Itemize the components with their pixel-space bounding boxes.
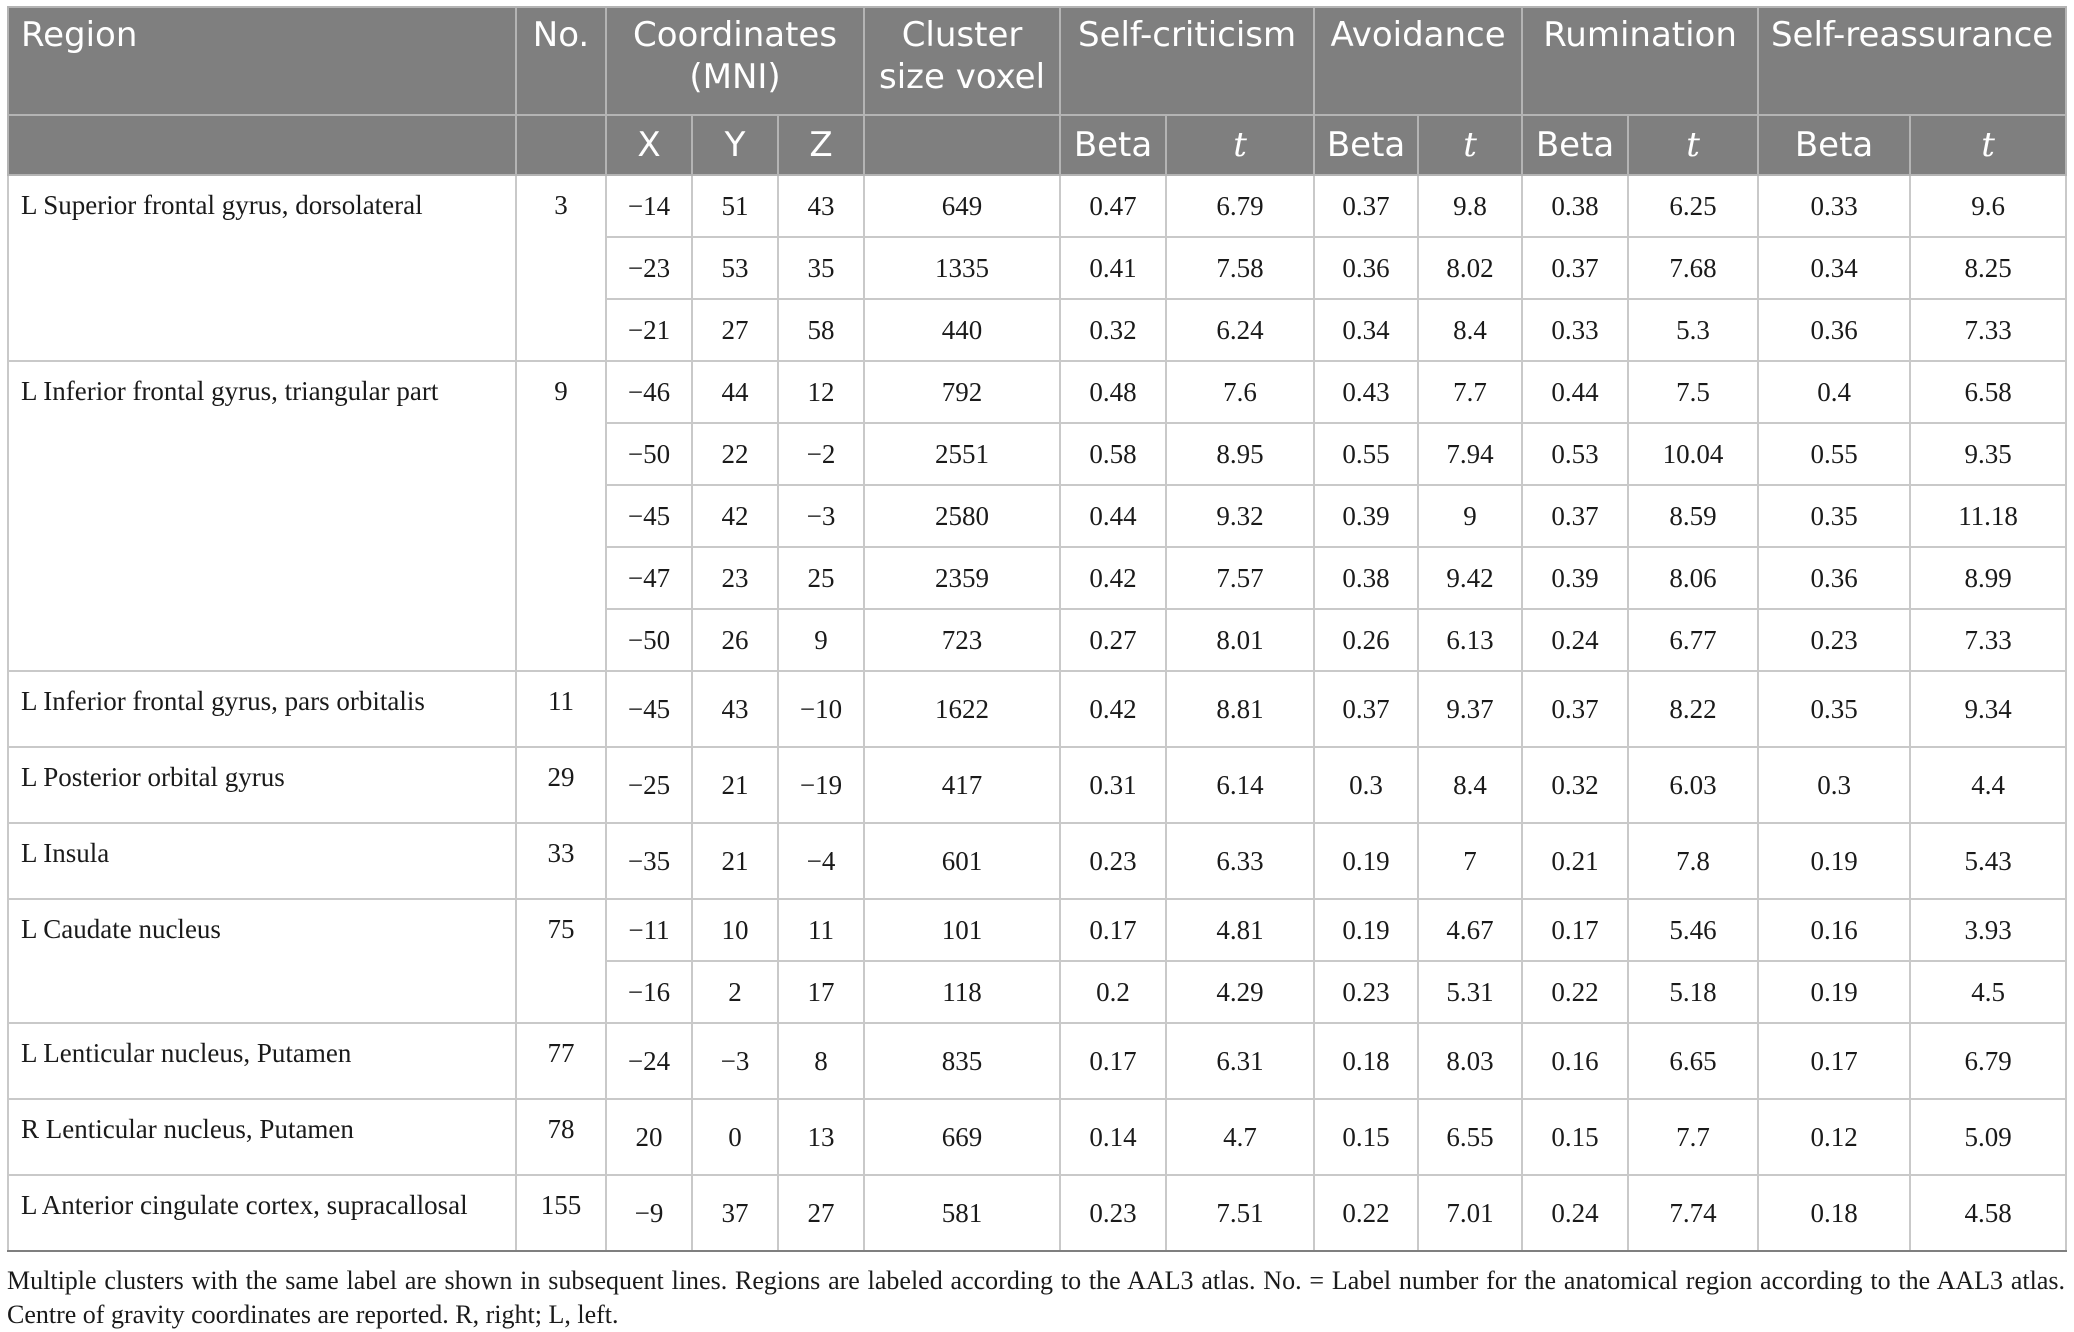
coord-x-cell: 20 <box>606 1099 692 1175</box>
self-criticism-beta-cell: 0.2 <box>1060 961 1166 1023</box>
avoidance-t-cell: 7.94 <box>1418 423 1522 485</box>
cluster-size-cell: 581 <box>864 1175 1060 1251</box>
header-row-2 <box>8 115 2066 175</box>
self-reassurance-beta-cell: 0.19 <box>1758 961 1910 1023</box>
self-criticism-beta-cell: 0.17 <box>1060 899 1166 961</box>
coord-z-cell: −10 <box>778 671 864 747</box>
self-criticism-t-cell: 7.58 <box>1166 237 1314 299</box>
rumination-t-cell: 5.46 <box>1628 899 1758 961</box>
coord-y-cell: 44 <box>692 361 778 423</box>
avoidance-beta-cell: 0.37 <box>1314 175 1418 237</box>
self-criticism-t-cell: 4.81 <box>1166 899 1314 961</box>
avoidance-t-cell: 8.4 <box>1418 299 1522 361</box>
self-reassurance-beta-cell: 0.23 <box>1758 609 1910 671</box>
region-name-cell: L Anterior cingulate cortex, supracallosal <box>8 1175 516 1251</box>
coord-z-cell: −2 <box>778 423 864 485</box>
coord-x-cell: −35 <box>606 823 692 899</box>
cluster-size-cell: 101 <box>864 899 1060 961</box>
coord-x-cell: −50 <box>606 609 692 671</box>
label-number-cell: 77 <box>516 1023 606 1099</box>
self-criticism-t-cell: 7.57 <box>1166 547 1314 609</box>
self-criticism-beta-cell: 0.17 <box>1060 1023 1166 1099</box>
cluster-size-cell: 2580 <box>864 485 1060 547</box>
coord-y-cell: 23 <box>692 547 778 609</box>
rumination-t-cell: 7.5 <box>1628 361 1758 423</box>
coord-y-cell: 21 <box>692 823 778 899</box>
self-reassurance-t-cell: 4.58 <box>1910 1175 2066 1251</box>
rumination-t-cell: 7.8 <box>1628 823 1758 899</box>
rumination-t-cell: 6.03 <box>1628 747 1758 823</box>
region-name-cell: L Inferior frontal gyrus, pars orbitalis <box>8 671 516 747</box>
self-criticism-t-cell: 8.81 <box>1166 671 1314 747</box>
avoidance-beta-cell: 0.39 <box>1314 485 1418 547</box>
self-criticism-beta-cell: 0.31 <box>1060 747 1166 823</box>
header-t: t <box>1910 115 2066 175</box>
rumination-t-cell: 7.74 <box>1628 1175 1758 1251</box>
self-criticism-beta-cell: 0.44 <box>1060 485 1166 547</box>
header-empty <box>8 115 516 175</box>
cluster-size-cell: 417 <box>864 747 1060 823</box>
self-reassurance-beta-cell: 0.33 <box>1758 175 1910 237</box>
self-criticism-t-cell: 4.7 <box>1166 1099 1314 1175</box>
cluster-size-cell: 601 <box>864 823 1060 899</box>
table-row <box>8 175 2066 237</box>
self-reassurance-t-cell: 8.25 <box>1910 237 2066 299</box>
avoidance-t-cell: 7 <box>1418 823 1522 899</box>
results-table <box>7 6 2067 1252</box>
self-criticism-t-cell: 7.6 <box>1166 361 1314 423</box>
coord-x-cell: −9 <box>606 1175 692 1251</box>
coord-y-cell: 42 <box>692 485 778 547</box>
self-criticism-beta-cell: 0.23 <box>1060 1175 1166 1251</box>
header-empty <box>864 115 1060 175</box>
coord-z-cell: 17 <box>778 961 864 1023</box>
cluster-size-cell: 835 <box>864 1023 1060 1099</box>
header-beta: Beta <box>1758 115 1910 175</box>
label-number-cell: 11 <box>516 671 606 747</box>
rumination-beta-cell: 0.38 <box>1522 175 1628 237</box>
header-rumination: Rumination <box>1522 7 1758 115</box>
cluster-size-cell: 1622 <box>864 671 1060 747</box>
coord-x-cell: −45 <box>606 485 692 547</box>
coord-y-cell: 26 <box>692 609 778 671</box>
self-reassurance-t-cell: 7.33 <box>1910 299 2066 361</box>
cluster-size-cell: 440 <box>864 299 1060 361</box>
coord-z-cell: 13 <box>778 1099 864 1175</box>
table-row <box>8 747 2066 823</box>
coord-z-cell: 35 <box>778 237 864 299</box>
cluster-size-cell: 669 <box>864 1099 1060 1175</box>
avoidance-t-cell: 5.31 <box>1418 961 1522 1023</box>
avoidance-beta-cell: 0.3 <box>1314 747 1418 823</box>
header-cluster-size: Cluster size voxel <box>864 7 1060 115</box>
coord-x-cell: −16 <box>606 961 692 1023</box>
rumination-beta-cell: 0.37 <box>1522 485 1628 547</box>
avoidance-beta-cell: 0.26 <box>1314 609 1418 671</box>
self-reassurance-t-cell: 4.5 <box>1910 961 2066 1023</box>
rumination-beta-cell: 0.44 <box>1522 361 1628 423</box>
coord-x-cell: −46 <box>606 361 692 423</box>
avoidance-beta-cell: 0.18 <box>1314 1023 1418 1099</box>
coord-z-cell: −3 <box>778 485 864 547</box>
self-reassurance-beta-cell: 0.35 <box>1758 485 1910 547</box>
self-criticism-t-cell: 8.01 <box>1166 609 1314 671</box>
header-y: Y <box>692 115 778 175</box>
avoidance-t-cell: 8.4 <box>1418 747 1522 823</box>
rumination-beta-cell: 0.33 <box>1522 299 1628 361</box>
avoidance-beta-cell: 0.37 <box>1314 671 1418 747</box>
avoidance-t-cell: 6.55 <box>1418 1099 1522 1175</box>
region-name-cell: L Superior frontal gyrus, dorsolateral <box>8 175 516 361</box>
rumination-t-cell: 7.68 <box>1628 237 1758 299</box>
self-criticism-t-cell: 9.32 <box>1166 485 1314 547</box>
coord-y-cell: 53 <box>692 237 778 299</box>
self-reassurance-t-cell: 6.58 <box>1910 361 2066 423</box>
coord-z-cell: 27 <box>778 1175 864 1251</box>
avoidance-t-cell: 9.37 <box>1418 671 1522 747</box>
self-reassurance-beta-cell: 0.35 <box>1758 671 1910 747</box>
self-reassurance-beta-cell: 0.34 <box>1758 237 1910 299</box>
coord-x-cell: −21 <box>606 299 692 361</box>
self-reassurance-t-cell: 8.99 <box>1910 547 2066 609</box>
coord-y-cell: −3 <box>692 1023 778 1099</box>
cluster-size-cell: 118 <box>864 961 1060 1023</box>
avoidance-t-cell: 8.02 <box>1418 237 1522 299</box>
self-criticism-t-cell: 8.95 <box>1166 423 1314 485</box>
self-criticism-beta-cell: 0.42 <box>1060 547 1166 609</box>
self-reassurance-t-cell: 4.4 <box>1910 747 2066 823</box>
rumination-t-cell: 6.25 <box>1628 175 1758 237</box>
self-criticism-t-cell: 6.14 <box>1166 747 1314 823</box>
table-row <box>8 671 2066 747</box>
header-coordinates: Coordinates (MNI) <box>606 7 864 115</box>
coord-y-cell: 2 <box>692 961 778 1023</box>
coord-y-cell: 51 <box>692 175 778 237</box>
self-criticism-beta-cell: 0.42 <box>1060 671 1166 747</box>
rumination-t-cell: 5.18 <box>1628 961 1758 1023</box>
self-criticism-t-cell: 6.31 <box>1166 1023 1314 1099</box>
rumination-beta-cell: 0.24 <box>1522 1175 1628 1251</box>
rumination-beta-cell: 0.15 <box>1522 1099 1628 1175</box>
avoidance-t-cell: 9.8 <box>1418 175 1522 237</box>
coord-z-cell: 43 <box>778 175 864 237</box>
avoidance-beta-cell: 0.19 <box>1314 823 1418 899</box>
self-criticism-beta-cell: 0.23 <box>1060 823 1166 899</box>
self-reassurance-beta-cell: 0.36 <box>1758 547 1910 609</box>
self-criticism-beta-cell: 0.32 <box>1060 299 1166 361</box>
self-reassurance-t-cell: 9.35 <box>1910 423 2066 485</box>
label-number-cell: 3 <box>516 175 606 361</box>
results-table-container <box>7 6 2065 1332</box>
coord-x-cell: −24 <box>606 1023 692 1099</box>
self-reassurance-beta-cell: 0.19 <box>1758 823 1910 899</box>
rumination-beta-cell: 0.24 <box>1522 609 1628 671</box>
coord-y-cell: 21 <box>692 747 778 823</box>
avoidance-beta-cell: 0.43 <box>1314 361 1418 423</box>
coord-y-cell: 27 <box>692 299 778 361</box>
self-criticism-beta-cell: 0.58 <box>1060 423 1166 485</box>
self-criticism-beta-cell: 0.41 <box>1060 237 1166 299</box>
self-reassurance-beta-cell: 0.4 <box>1758 361 1910 423</box>
avoidance-t-cell: 4.67 <box>1418 899 1522 961</box>
avoidance-beta-cell: 0.36 <box>1314 237 1418 299</box>
coord-x-cell: −50 <box>606 423 692 485</box>
rumination-beta-cell: 0.32 <box>1522 747 1628 823</box>
self-reassurance-beta-cell: 0.18 <box>1758 1175 1910 1251</box>
header-region: Region <box>8 7 516 115</box>
self-criticism-t-cell: 4.29 <box>1166 961 1314 1023</box>
header-t: t <box>1628 115 1758 175</box>
self-reassurance-t-cell: 9.34 <box>1910 671 2066 747</box>
coord-y-cell: 43 <box>692 671 778 747</box>
cluster-size-cell: 2359 <box>864 547 1060 609</box>
header-t: t <box>1166 115 1314 175</box>
label-number-cell: 155 <box>516 1175 606 1251</box>
self-reassurance-beta-cell: 0.12 <box>1758 1099 1910 1175</box>
coord-z-cell: −19 <box>778 747 864 823</box>
table-row <box>8 1175 2066 1251</box>
header-avoidance: Avoidance <box>1314 7 1522 115</box>
self-reassurance-t-cell: 5.09 <box>1910 1099 2066 1175</box>
coord-z-cell: 11 <box>778 899 864 961</box>
coord-z-cell: 8 <box>778 1023 864 1099</box>
self-criticism-t-cell: 6.33 <box>1166 823 1314 899</box>
self-criticism-t-cell: 6.79 <box>1166 175 1314 237</box>
rumination-beta-cell: 0.37 <box>1522 237 1628 299</box>
coord-x-cell: −11 <box>606 899 692 961</box>
table-row <box>8 1023 2066 1099</box>
table-row <box>8 899 2066 961</box>
rumination-t-cell: 8.22 <box>1628 671 1758 747</box>
header-beta: Beta <box>1060 115 1166 175</box>
rumination-t-cell: 5.3 <box>1628 299 1758 361</box>
coord-x-cell: −23 <box>606 237 692 299</box>
self-reassurance-beta-cell: 0.17 <box>1758 1023 1910 1099</box>
cluster-size-cell: 723 <box>864 609 1060 671</box>
self-reassurance-t-cell: 9.6 <box>1910 175 2066 237</box>
table-footnote: Multiple clusters with the same label are shown in subsequent lines. Regions are labeled according to the AAL3 atlas. No. = Label number for the anatomical region according to the AAL3 atlas. Centre of gravity coordinates are reported. R, right; L, left. <box>7 1266 2065 1329</box>
coord-y-cell: 0 <box>692 1099 778 1175</box>
header-empty <box>516 115 606 175</box>
self-criticism-beta-cell: 0.27 <box>1060 609 1166 671</box>
coord-z-cell: 9 <box>778 609 864 671</box>
coord-y-cell: 10 <box>692 899 778 961</box>
cluster-size-cell: 649 <box>864 175 1060 237</box>
header-self-reassurance: Self-reassurance <box>1758 7 2066 115</box>
rumination-beta-cell: 0.21 <box>1522 823 1628 899</box>
coord-z-cell: 12 <box>778 361 864 423</box>
coord-z-cell: 58 <box>778 299 864 361</box>
avoidance-t-cell: 7.01 <box>1418 1175 1522 1251</box>
coord-x-cell: −45 <box>606 671 692 747</box>
rumination-t-cell: 7.7 <box>1628 1099 1758 1175</box>
self-reassurance-t-cell: 7.33 <box>1910 609 2066 671</box>
self-criticism-beta-cell: 0.14 <box>1060 1099 1166 1175</box>
coord-y-cell: 37 <box>692 1175 778 1251</box>
table-row <box>8 361 2066 423</box>
coord-x-cell: −25 <box>606 747 692 823</box>
avoidance-beta-cell: 0.38 <box>1314 547 1418 609</box>
avoidance-beta-cell: 0.34 <box>1314 299 1418 361</box>
header-x: X <box>606 115 692 175</box>
self-criticism-beta-cell: 0.48 <box>1060 361 1166 423</box>
avoidance-beta-cell: 0.22 <box>1314 1175 1418 1251</box>
coord-x-cell: −14 <box>606 175 692 237</box>
self-reassurance-t-cell: 6.79 <box>1910 1023 2066 1099</box>
label-number-cell: 33 <box>516 823 606 899</box>
rumination-t-cell: 8.06 <box>1628 547 1758 609</box>
avoidance-t-cell: 8.03 <box>1418 1023 1522 1099</box>
coord-y-cell: 22 <box>692 423 778 485</box>
self-criticism-t-cell: 6.24 <box>1166 299 1314 361</box>
rumination-beta-cell: 0.37 <box>1522 671 1628 747</box>
self-reassurance-beta-cell: 0.36 <box>1758 299 1910 361</box>
avoidance-t-cell: 9 <box>1418 485 1522 547</box>
label-number-cell: 78 <box>516 1099 606 1175</box>
self-criticism-beta-cell: 0.47 <box>1060 175 1166 237</box>
avoidance-beta-cell: 0.55 <box>1314 423 1418 485</box>
header-beta: Beta <box>1522 115 1628 175</box>
label-number-cell: 75 <box>516 899 606 1023</box>
rumination-beta-cell: 0.22 <box>1522 961 1628 1023</box>
avoidance-t-cell: 9.42 <box>1418 547 1522 609</box>
self-reassurance-beta-cell: 0.16 <box>1758 899 1910 961</box>
coord-x-cell: −47 <box>606 547 692 609</box>
cluster-size-cell: 792 <box>864 361 1060 423</box>
self-reassurance-t-cell: 5.43 <box>1910 823 2066 899</box>
cluster-size-cell: 1335 <box>864 237 1060 299</box>
table-row <box>8 823 2066 899</box>
rumination-beta-cell: 0.53 <box>1522 423 1628 485</box>
table-body <box>8 175 2066 1251</box>
region-name-cell: L Insula <box>8 823 516 899</box>
coord-z-cell: −4 <box>778 823 864 899</box>
avoidance-t-cell: 7.7 <box>1418 361 1522 423</box>
header-row-1 <box>8 7 2066 115</box>
coord-z-cell: 25 <box>778 547 864 609</box>
header-beta: Beta <box>1314 115 1418 175</box>
rumination-t-cell: 8.59 <box>1628 485 1758 547</box>
self-reassurance-t-cell: 3.93 <box>1910 899 2066 961</box>
table-row <box>8 1099 2066 1175</box>
rumination-t-cell: 6.65 <box>1628 1023 1758 1099</box>
self-reassurance-beta-cell: 0.3 <box>1758 747 1910 823</box>
label-number-cell: 29 <box>516 747 606 823</box>
self-reassurance-t-cell: 11.18 <box>1910 485 2066 547</box>
self-reassurance-beta-cell: 0.55 <box>1758 423 1910 485</box>
header-z: Z <box>778 115 864 175</box>
region-name-cell: R Lenticular nucleus, Putamen <box>8 1099 516 1175</box>
region-name-cell: L Caudate nucleus <box>8 899 516 1023</box>
header-t: t <box>1418 115 1522 175</box>
region-name-cell: L Posterior orbital gyrus <box>8 747 516 823</box>
region-name-cell: L Lenticular nucleus, Putamen <box>8 1023 516 1099</box>
region-name-cell: L Inferior frontal gyrus, triangular part <box>8 361 516 671</box>
label-number-cell: 9 <box>516 361 606 671</box>
avoidance-beta-cell: 0.19 <box>1314 899 1418 961</box>
cluster-size-cell: 2551 <box>864 423 1060 485</box>
self-criticism-t-cell: 7.51 <box>1166 1175 1314 1251</box>
rumination-beta-cell: 0.17 <box>1522 899 1628 961</box>
rumination-t-cell: 6.77 <box>1628 609 1758 671</box>
rumination-beta-cell: 0.16 <box>1522 1023 1628 1099</box>
avoidance-beta-cell: 0.23 <box>1314 961 1418 1023</box>
rumination-t-cell: 10.04 <box>1628 423 1758 485</box>
header-no: No. <box>516 7 606 115</box>
rumination-beta-cell: 0.39 <box>1522 547 1628 609</box>
avoidance-t-cell: 6.13 <box>1418 609 1522 671</box>
avoidance-beta-cell: 0.15 <box>1314 1099 1418 1175</box>
header-self-criticism: Self-criticism <box>1060 7 1314 115</box>
